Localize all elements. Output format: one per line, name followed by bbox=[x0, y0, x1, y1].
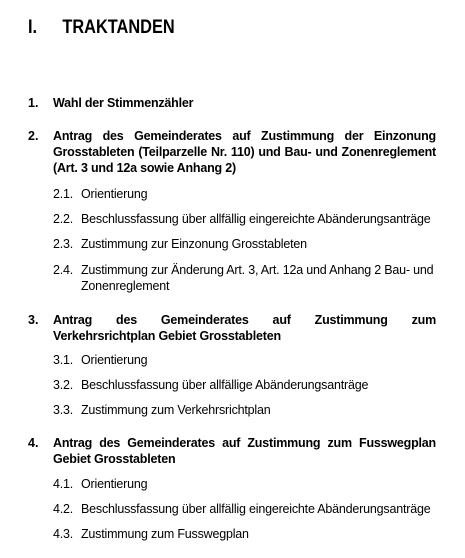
agenda-item-number: 2. bbox=[28, 129, 39, 143]
agenda-item-number: 1. bbox=[28, 96, 39, 110]
agenda-subitem-number: 3.2. bbox=[53, 378, 74, 392]
section-number: I. bbox=[28, 17, 38, 38]
agenda-subitem-text: Zustimmung zur Einzonung Grosstableten bbox=[81, 237, 307, 251]
agenda-subitem-number: 2.3. bbox=[53, 237, 74, 251]
agenda-item-number: 3. bbox=[28, 313, 39, 327]
agenda-item-title: Antrag des Gemeinderates auf Zustimmung zum Fusswegplan Gebiet Grosstableten bbox=[53, 436, 436, 466]
agenda-subitem-2-1 bbox=[53, 186, 437, 202]
agenda-subitem-3-2 bbox=[53, 377, 437, 393]
agenda-subitem-text: Orientierung bbox=[81, 353, 148, 367]
section-heading bbox=[28, 17, 175, 39]
agenda-subitem-text: Zustimmung zur Änderung Art. 3, Art. 12a und Anhang 2 Bau- und Zonenreglement bbox=[81, 263, 434, 293]
agenda-item-3 bbox=[28, 312, 436, 344]
agenda-subitem-number: 2.1. bbox=[53, 187, 74, 201]
agenda-subitem-text: Beschlussfassung über allfällige Abänderungsanträge bbox=[81, 378, 369, 392]
agenda-subitem-3-1 bbox=[53, 352, 437, 368]
agenda-subitem-text: Orientierung bbox=[81, 187, 148, 201]
agenda-item-4 bbox=[28, 435, 436, 467]
agenda-subitem-number: 4.1. bbox=[53, 477, 74, 491]
agenda-subitem-number: 2.2. bbox=[53, 212, 74, 226]
agenda-subitem-text: Beschlussfassung über allfällig eingereichte Abänderungsanträge bbox=[81, 212, 431, 226]
agenda-subitem-number: 3.1. bbox=[53, 353, 74, 367]
agenda-subitem-2-4 bbox=[53, 262, 437, 294]
agenda-subitem-3-3 bbox=[53, 402, 437, 418]
section-title: TRAKTANDEN bbox=[62, 17, 175, 38]
agenda-subitem-4-3 bbox=[53, 526, 437, 542]
agenda-subitem-text: Orientierung bbox=[81, 477, 148, 491]
agenda-subitem-number: 3.3. bbox=[53, 403, 74, 417]
agenda-subitem-text: Zustimmung zum Fusswegplan bbox=[81, 527, 249, 541]
agenda-item-title: Antrag des Gemeinderates auf Zustimmung zum Verkehrsrichtplan Gebiet Grosstableten bbox=[53, 313, 436, 343]
agenda-subitem-4-2 bbox=[53, 501, 437, 517]
agenda-subitem-number: 4.3. bbox=[53, 527, 74, 541]
agenda-subitem-2-3 bbox=[53, 236, 437, 252]
agenda-subitem-4-1 bbox=[53, 476, 437, 492]
agenda-subitem-number: 4.2. bbox=[53, 502, 74, 516]
agenda-item-title: Antrag des Gemeinderates auf Zustimmung der Einzonung Grosstableten (Teilparzelle Nr. 110) und Bau- und Zonenreglement (Art. 3 und 12a sowie Anhang 2) bbox=[53, 129, 436, 175]
agenda-item-number: 4. bbox=[28, 436, 39, 450]
agenda-subitem-number: 2.4. bbox=[53, 263, 74, 277]
agenda-item-title: Wahl der Stimmenzähler bbox=[53, 96, 194, 110]
agenda-subitem-2-2 bbox=[53, 211, 437, 227]
agenda-subitem-text: Zustimmung zum Verkehrsrichtplan bbox=[81, 403, 271, 417]
agenda-item-2 bbox=[28, 128, 436, 176]
agenda-subitem-text: Beschlussfassung über allfällig eingereichte Abänderungsanträge bbox=[81, 502, 431, 516]
agenda-item-1 bbox=[28, 95, 436, 111]
